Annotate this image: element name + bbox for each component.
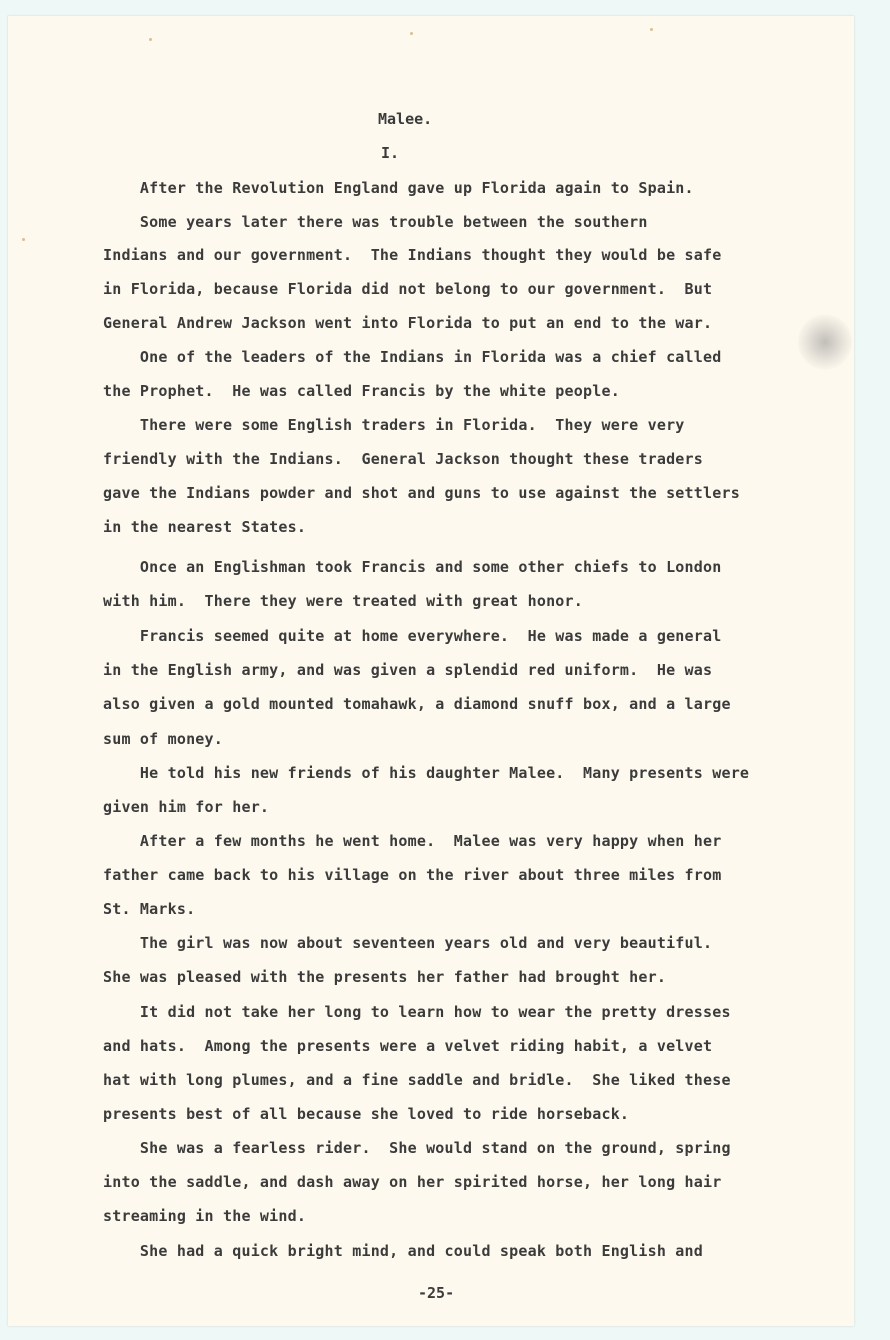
paper-speck [22, 238, 25, 241]
text-line: She was pleased with the presents her father had brought her. [103, 968, 667, 986]
text-line: presents best of all because she loved to ride horseback. [103, 1105, 630, 1123]
text-line: gave the Indians powder and shot and guns to use against the settlers [103, 484, 740, 502]
text-line: in the nearest States. [103, 518, 307, 536]
text-line: There were some English traders in Florida. They were very [103, 416, 685, 434]
text-line: Some years later there was trouble between the southern [103, 213, 648, 231]
body-text [103, 16, 823, 1260]
text-line: General Andrew Jackson went into Florida to put an end to the war. [103, 314, 713, 332]
text-line: friendly with the Indians. General Jackson thought these traders [103, 450, 703, 468]
text-line: hat with long plumes, and a fine saddle and bridle. She liked these [103, 1071, 731, 1089]
text-line: He told his new friends of his daughter Malee. Many presents were [103, 764, 750, 782]
document-page [8, 16, 854, 1326]
page-number: -25- [418, 1284, 455, 1302]
text-line: Once an Englishman took Francis and some other chiefs to London [103, 558, 722, 576]
text-line: given him for her. [103, 798, 270, 816]
text-line: father came back to his village on the river about three miles from [103, 866, 722, 884]
text-line: with him. There they were treated with great honor. [103, 592, 583, 610]
text-line: It did not take her long to learn how to wear the pretty dresses [103, 1003, 731, 1021]
text-line: also given a gold mounted tomahawk, a diamond snuff box, and a large [103, 695, 731, 713]
text-line: in Florida, because Florida did not belong to our government. But [103, 280, 713, 298]
text-line: the Prophet. He was called Francis by the white people. [103, 382, 620, 400]
text-line: Indians and our government. The Indians thought they would be safe [103, 246, 722, 264]
section-number: I. [381, 144, 400, 162]
document-title: Malee. [378, 110, 433, 128]
text-line: in the English army, and was given a splendid red uniform. He was [103, 661, 713, 679]
text-line: One of the leaders of the Indians in Florida was a chief called [103, 348, 722, 366]
text-line: St. Marks. [103, 900, 196, 918]
text-line: After a few months he went home. Malee was very happy when her [103, 832, 722, 850]
text-line: sum of money. [103, 730, 223, 748]
text-line: into the saddle, and dash away on her spirited horse, her long hair [103, 1173, 722, 1191]
text-line: She had a quick bright mind, and could speak both English and [103, 1242, 703, 1260]
text-line: She was a fearless rider. She would stand on the ground, spring [103, 1139, 731, 1157]
text-line: and hats. Among the presents were a velvet riding habit, a velvet [103, 1037, 713, 1055]
text-line: Francis seemed quite at home everywhere. He was made a general [103, 627, 722, 645]
text-line: After the Revolution England gave up Florida again to Spain. [103, 179, 694, 197]
text-line: The girl was now about seventeen years old and very beautiful. [103, 934, 713, 952]
text-line: streaming in the wind. [103, 1207, 307, 1225]
